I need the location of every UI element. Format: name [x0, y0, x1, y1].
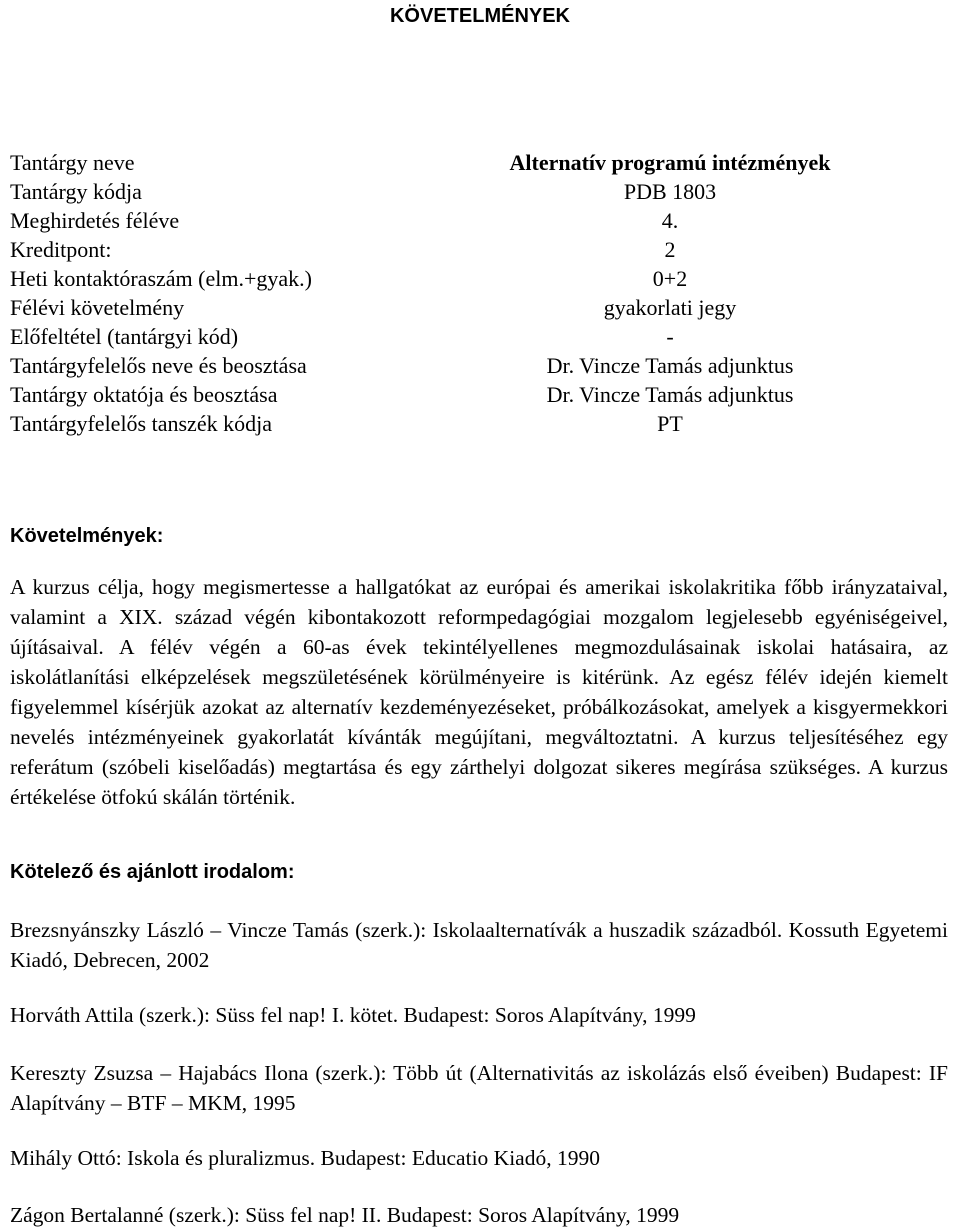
info-label: Tantárgy neve — [10, 150, 135, 175]
info-label: Előfeltétel (tantárgyi kód) — [10, 324, 239, 349]
info-row-prerequisite — [10, 322, 950, 351]
literature-item: Mihály Ottó: Iskola és pluralizmus. Budapest: Educatio Kiadó, 1990 — [10, 1146, 600, 1170]
literature-item: Zágon Bertalanné (szerk.): Süss fel nap! II. Budapest: Soros Alapítvány, 1999 — [10, 1203, 680, 1227]
literature-item: Brezsnyánszky László – Vincze Tamás (szerk.): Iskolaalternatívák a huszadik századból. Kossuth Egyetemi Kiadó, Debrecen, 2002 — [10, 918, 948, 972]
info-value: PT — [657, 411, 683, 436]
document-title: KÖVETELMÉNYEK — [389, 5, 571, 27]
info-value: 4. — [661, 208, 679, 233]
info-value: Alternatív programú intézmények — [509, 150, 831, 175]
info-label: Félévi követelmény — [10, 295, 185, 320]
info-value: - — [666, 324, 674, 349]
info-value: 0+2 — [652, 266, 688, 291]
info-label: Heti kontaktóraszám (elm.+gyak.) — [10, 266, 312, 291]
info-row-requirement — [10, 293, 950, 322]
requirements-heading: Követelmények: — [10, 525, 164, 547]
info-value: PDB 1803 — [623, 179, 717, 204]
info-value: Dr. Vincze Tamás adjunktus — [546, 353, 794, 378]
info-row-semester — [10, 206, 950, 235]
info-label: Tantárgy oktatója és beosztása — [10, 382, 278, 407]
info-row-contact-hours — [10, 264, 950, 293]
info-label: Tantárgyfelelős tanszék kódja — [10, 411, 272, 436]
info-value: gyakorlati jegy — [603, 295, 737, 320]
info-row-credits — [10, 235, 950, 264]
literature-heading: Kötelező és ajánlott irodalom: — [10, 861, 295, 883]
requirements-text: A kurzus célja, hogy megismertesse a hallgatókat az európai és amerikai iskolakritika főbb irányzataival, valamint a XIX. század végén kibontakozott reformpedagógiai mozgalom legjelesebb egyéniségeivel, újításaival. A félév végén a 60-as évek tekintélyellenes megmozdulásainak iskolai hatásaira, az iskolátlanítási elképzelések megszületésének körülményeire is kitérünk. Az egész félév idején kiemelt figyelemmel kísérjük azokat az alternatív kezdeményezéseket, próbálkozásokat, amelyek a kisgyermekkori nevelés intézményeinek gyakorlatát kívánták megújítani, megváltoztatni. A kurzus teljesítéséhez egy referátum (szóbeli kiselőadás) megtartása és egy zárthelyi dolgozat sikeres megírása szükséges. A kurzus értékelése ötfokú skálán történik. — [10, 575, 948, 809]
info-value: Dr. Vincze Tamás adjunktus — [546, 382, 794, 407]
info-row-department — [10, 409, 950, 438]
info-label: Tantárgyfelelős neve és beosztása — [10, 353, 307, 378]
info-label: Tantárgy kódja — [10, 179, 142, 204]
info-row-instructor — [10, 380, 950, 409]
info-label: Meghirdetés féléve — [10, 208, 180, 233]
info-value: 2 — [664, 237, 676, 262]
course-info-table — [10, 148, 950, 438]
info-row-course-code — [10, 177, 950, 206]
info-row-course-name — [10, 148, 950, 177]
literature-item: Kereszty Zsuzsa – Hajabács Ilona (szerk.): Több út (Alternativitás az iskolázás első éveiben) Budapest: IF Alapítvány – BTF – MKM, 1995 — [10, 1061, 948, 1115]
info-row-responsible — [10, 351, 950, 380]
info-label: Kreditpont: — [10, 237, 112, 262]
literature-item: Horváth Attila (szerk.): Süss fel nap! I. kötet. Budapest: Soros Alapítvány, 1999 — [10, 1003, 696, 1027]
